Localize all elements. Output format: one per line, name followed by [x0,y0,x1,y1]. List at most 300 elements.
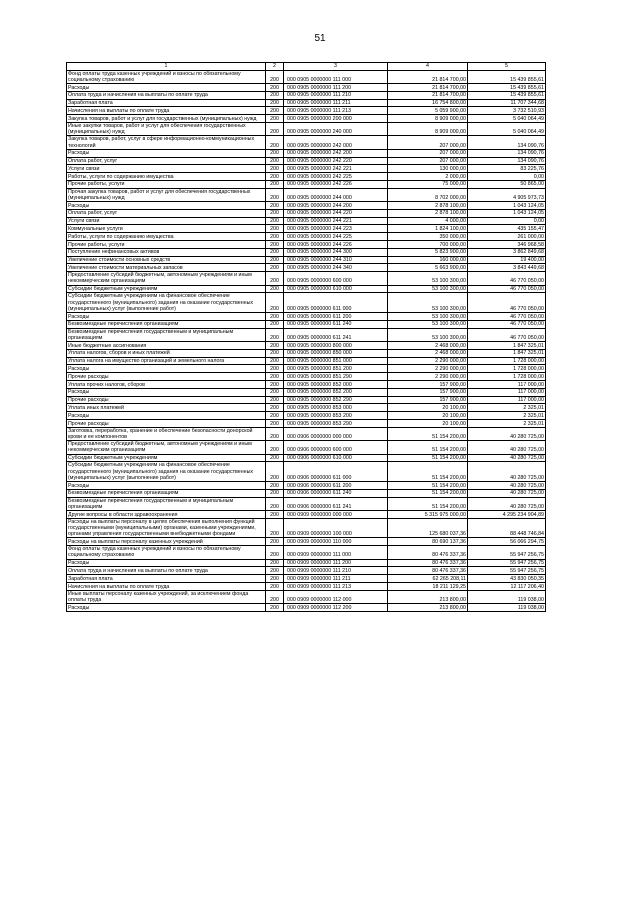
row-name-cell: Прочие работы, услуги [67,241,266,249]
row-classification-cell: 000 0905 0000000 853 290 [284,420,388,428]
table-row [67,107,546,115]
row-approved-cell: 8 702 000,00 [388,188,468,201]
table-row [67,256,546,264]
table-row [67,546,546,559]
row-approved-cell: 5 315 975 000,00 [388,511,468,519]
row-executed-cell: 117 000,00 [468,396,546,404]
row-classification-cell: 000 0905 0000000 242 225 [284,173,388,181]
row-executed-cell: 55 947 256,75 [468,559,546,567]
row-code-cell: 200 [266,518,284,538]
row-classification-cell: 000 0905 0000000 244 223 [284,225,388,233]
row-code-cell: 200 [266,381,284,389]
row-code-cell: 200 [266,590,284,603]
row-name-cell: Уплата иных платежей [67,404,266,412]
row-classification-cell: 000 0905 0000000 611 240 [284,320,388,328]
row-approved-cell: 53 100 300,00 [388,285,468,293]
table-row [67,373,546,381]
row-approved-cell: 80 476 337,36 [388,546,468,559]
table-row [67,441,546,454]
row-code-cell: 200 [266,388,284,396]
row-executed-cell: 50 865,00 [468,180,546,188]
row-code-cell: 200 [266,285,284,293]
table-row [67,99,546,107]
table-row [67,604,546,612]
row-code-cell: 200 [266,217,284,225]
row-classification-cell: 000 0906 0000000 611 241 [284,497,388,510]
row-classification-cell: 000 0909 0000000 111 000 [284,546,388,559]
row-classification-cell: 000 0905 0000000 242 000 [284,136,388,149]
row-classification-cell: 000 0905 0000000 242 221 [284,165,388,173]
row-executed-cell: 2 325,01 [468,420,546,428]
row-code-cell: 200 [266,225,284,233]
row-executed-cell: 2 325,01 [468,412,546,420]
row-classification-cell: 000 0909 0000000 111 211 [284,575,388,583]
table-body [67,70,546,612]
row-name-cell: Расходы на выплаты персоналу казенных учреждений [67,538,266,546]
row-code-cell: 200 [266,462,284,482]
row-classification-cell: 000 0905 0000000 244 000 [284,188,388,201]
table-row [67,264,546,272]
row-name-cell: Оплата труда и начисления на выплаты по оплате труда [67,91,266,99]
row-approved-cell: 2 468 000,00 [388,342,468,350]
row-executed-cell: 46 770 050,00 [468,313,546,321]
row-name-cell: Оплата работ, услуг [67,209,266,217]
row-executed-cell: 3 843 449,68 [468,264,546,272]
row-name-cell: Закупка товаров, работ, услуг в сфере информационно-коммуникационных технологий [67,136,266,149]
row-classification-cell: 000 0905 0000000 111 211 [284,99,388,107]
row-approved-cell: 53 100 300,00 [388,293,468,313]
row-code-cell: 200 [266,272,284,285]
row-name-cell: Уплата налогов, сборов и иных платежей [67,349,266,357]
row-classification-cell: 000 0906 0000000 611 240 [284,489,388,497]
row-classification-cell: 000 0909 0000000 112 200 [284,604,388,612]
row-name-cell: Прочие работы, услуги [67,180,266,188]
table-row [67,559,546,567]
row-code-cell: 200 [266,122,284,135]
row-name-cell: Расходы [67,482,266,490]
row-classification-cell: 000 0905 0000000 852 290 [284,396,388,404]
row-code-cell: 200 [266,320,284,328]
row-executed-cell: 117 000,00 [468,388,546,396]
row-approved-cell: 2 000,00 [388,173,468,181]
table-row [67,320,546,328]
row-approved-cell: 53 100 300,00 [388,320,468,328]
table-row [67,381,546,389]
row-executed-cell: 3 732 510,93 [468,107,546,115]
table-row [67,248,546,256]
row-approved-cell: 2 290 000,00 [388,357,468,365]
row-name-cell: Фонд оплаты труда казенных учреждений и взносы по обязательному социальному страхованию [67,70,266,83]
row-executed-cell: 55 947 256,75 [468,567,546,575]
row-executed-cell: 15 439 855,61 [468,91,546,99]
row-executed-cell: 119 038,00 [468,604,546,612]
row-executed-cell: 117 000,00 [468,381,546,389]
row-executed-cell: 1 728 000,00 [468,373,546,381]
table-row [67,518,546,538]
row-classification-cell: 000 0905 0000000 611 241 [284,328,388,341]
table-row [67,489,546,497]
row-approved-cell: 160 000,00 [388,256,468,264]
table-row [67,285,546,293]
row-name-cell: Прочая закупка товаров, работ и услуг для обеспечения государственных (муниципальных) нужд [67,188,266,201]
row-name-cell: Расходы [67,202,266,210]
row-classification-cell: 000 0905 0000000 852 000 [284,381,388,389]
row-classification-cell: 000 0905 0000000 244 220 [284,209,388,217]
row-executed-cell: 1 847 325,01 [468,349,546,357]
row-name-cell: Прочие расходы [67,373,266,381]
row-approved-cell: 2 290 000,00 [388,373,468,381]
table-row [67,538,546,546]
budget-table [66,62,546,612]
row-executed-cell: 12 117 206,40 [468,583,546,591]
header-col-1: 1 [67,63,266,71]
row-name-cell: Расходы [67,388,266,396]
row-classification-cell: 000 0905 0000000 244 300 [284,248,388,256]
row-approved-cell: 62 265 208,11 [388,575,468,583]
table-row [67,149,546,157]
header-col-5: 5 [468,63,546,71]
row-executed-cell: 46 770 050,00 [468,272,546,285]
row-executed-cell: 134 090,76 [468,136,546,149]
row-name-cell: Субсидии бюджетным учреждениям на финансовое обеспечение государственного (муниципального) задания на оказание государственных (муниципальных) услуг (выполнение работ) [67,462,266,482]
row-approved-cell: 207 000,00 [388,136,468,149]
table-row [67,583,546,591]
row-approved-cell: 207 000,00 [388,157,468,165]
row-name-cell: Иные бюджетные ассигнования [67,342,266,350]
row-approved-cell: 2 468 000,00 [388,349,468,357]
row-executed-cell: 4 905 973,73 [468,188,546,201]
row-name-cell: Расходы [67,412,266,420]
row-code-cell: 200 [266,256,284,264]
row-approved-cell: 53 100 300,00 [388,313,468,321]
table-row [67,590,546,603]
row-code-cell: 200 [266,328,284,341]
row-executed-cell: 40 280 725,00 [468,497,546,510]
table-row [67,70,546,83]
table-header-row [67,63,546,71]
table-row [67,497,546,510]
row-code-cell: 200 [266,404,284,412]
row-classification-cell: 000 0905 0000000 111 210 [284,91,388,99]
row-name-cell: Расходы [67,313,266,321]
row-approved-cell: 700 000,00 [388,241,468,249]
row-name-cell: Оплата труда и начисления на выплаты по оплате труда [67,567,266,575]
row-classification-cell: 000 0905 0000000 611 000 [284,293,388,313]
row-approved-cell: 80 690 137,36 [388,538,468,546]
row-name-cell: Прочие расходы [67,396,266,404]
row-approved-cell: 5 663 900,00 [388,264,468,272]
row-classification-cell: 000 0906 0000000 611 200 [284,482,388,490]
table-row [67,328,546,341]
row-classification-cell: 000 0905 0000000 244 226 [284,241,388,249]
row-name-cell: Поступление нефинансовых активов [67,248,266,256]
row-classification-cell: 000 0905 0000000 111 200 [284,83,388,91]
row-classification-cell: 000 0905 0000000 244 340 [284,264,388,272]
row-approved-cell: 157 900,00 [388,388,468,396]
row-name-cell: Предоставление субсидий бюджетным, автономным учреждениям и иным некоммерческим организациям [67,441,266,454]
header-col-3: 3 [284,63,388,71]
row-executed-cell: 134 090,76 [468,149,546,157]
table-row [67,313,546,321]
row-executed-cell: 134 090,76 [468,157,546,165]
row-code-cell: 200 [266,180,284,188]
row-classification-cell: 000 0905 0000000 244 225 [284,233,388,241]
row-executed-cell: 1 043 124,05 [468,202,546,210]
row-approved-cell: 80 476 337,36 [388,567,468,575]
row-code-cell: 200 [266,107,284,115]
row-executed-cell: 88 448 746,84 [468,518,546,538]
row-code-cell: 200 [266,396,284,404]
row-executed-cell: 0,00 [468,217,546,225]
row-executed-cell: 3 862 849,68 [468,248,546,256]
row-code-cell: 200 [266,604,284,612]
row-approved-cell: 2 290 000,00 [388,365,468,373]
row-name-cell: Субсидии бюджетным учреждениям на финансовое обеспечение государственного (муниципального) задания на оказание государственных (муниципальных) услуг (выполнение работ) [67,293,266,313]
row-code-cell: 200 [266,149,284,157]
row-approved-cell: 75 000,00 [388,180,468,188]
row-classification-cell: 000 0905 0000000 244 200 [284,202,388,210]
row-classification-cell: 000 0906 0000000 600 000 [284,441,388,454]
row-code-cell: 200 [266,91,284,99]
table-row [67,412,546,420]
row-code-cell: 200 [266,313,284,321]
table-row [67,202,546,210]
row-code-cell: 200 [266,357,284,365]
header-col-4: 4 [388,63,468,71]
row-executed-cell: 4 295 234 904,89 [468,511,546,519]
row-name-cell: Безвозмездные перечисления организациям [67,489,266,497]
row-approved-cell: 213 800,00 [388,604,468,612]
table-row [67,482,546,490]
row-classification-cell: 000 0905 0000000 244 310 [284,256,388,264]
row-name-cell: Увеличение стоимости материальных запасов [67,264,266,272]
row-executed-cell: 55 947 256,75 [468,546,546,559]
table-row [67,396,546,404]
row-approved-cell: 8 909 000,00 [388,115,468,123]
row-code-cell: 200 [266,567,284,575]
row-executed-cell: 15 439 855,61 [468,83,546,91]
table-row [67,188,546,201]
row-classification-cell: 000 0906 0000000 610 000 [284,454,388,462]
row-executed-cell: 1 043 124,05 [468,209,546,217]
row-approved-cell: 20 100,00 [388,420,468,428]
table-row [67,83,546,91]
row-approved-cell: 157 900,00 [388,381,468,389]
row-executed-cell: 119 038,00 [468,590,546,603]
row-classification-cell: 000 0905 0000000 850 000 [284,349,388,357]
row-code-cell: 200 [266,583,284,591]
row-name-cell: Фонд оплаты труда казенных учреждений и взносы по обязательному социальному страхованию [67,546,266,559]
row-name-cell: Субсидии бюджетным учреждениям [67,454,266,462]
row-code-cell: 200 [266,511,284,519]
row-code-cell: 200 [266,489,284,497]
table-row [67,180,546,188]
header-col-2: 2 [266,63,284,71]
row-code-cell: 200 [266,293,284,313]
row-code-cell: 200 [266,165,284,173]
row-approved-cell: 2 878 100,00 [388,209,468,217]
table-row [67,293,546,313]
row-approved-cell: 21 814 700,00 [388,83,468,91]
table-row [67,365,546,373]
row-code-cell: 200 [266,70,284,83]
row-classification-cell: 000 0905 0000000 800 000 [284,342,388,350]
row-executed-cell: 5 040 064,49 [468,122,546,135]
row-classification-cell: 000 0905 0000000 242 220 [284,157,388,165]
row-approved-cell: 213 800,00 [388,590,468,603]
row-classification-cell: 000 0909 0000000 100 000 [284,518,388,538]
row-classification-cell: 000 0909 0000000 111 210 [284,567,388,575]
row-executed-cell: 40 280 725,00 [468,482,546,490]
row-name-cell: Безвозмездные перечисления государственным и муниципальным организациям [67,328,266,341]
row-approved-cell: 8 909 000,00 [388,122,468,135]
row-code-cell: 200 [266,233,284,241]
table-row [67,136,546,149]
table-row [67,342,546,350]
table-row [67,462,546,482]
row-classification-cell: 000 0905 0000000 600 000 [284,272,388,285]
row-approved-cell: 157 900,00 [388,396,468,404]
row-name-cell: Расходы [67,149,266,157]
row-classification-cell: 000 0905 0000000 852 200 [284,388,388,396]
row-approved-cell: 2 878 100,00 [388,202,468,210]
row-approved-cell: 18 211 129,25 [388,583,468,591]
row-code-cell: 200 [266,202,284,210]
row-name-cell: Закупка товаров, работ и услуг для государственных (муниципальных) нужд [67,115,266,123]
table-row [67,173,546,181]
row-executed-cell: 46 770 050,00 [468,285,546,293]
row-classification-cell: 000 0906 0000000 611 000 [284,462,388,482]
row-approved-cell: 21 814 700,00 [388,70,468,83]
row-executed-cell: 83 225,76 [468,165,546,173]
row-executed-cell: 2 325,01 [468,404,546,412]
row-code-cell: 200 [266,99,284,107]
row-classification-cell: 000 0905 0000000 853 200 [284,412,388,420]
row-name-cell: Субсидии бюджетным учреждениям [67,285,266,293]
row-name-cell: Безвозмездные перечисления государственным и муниципальным организациям [67,497,266,510]
row-name-cell: Увеличение стоимости основных средств [67,256,266,264]
row-code-cell: 200 [266,454,284,462]
table-row [67,567,546,575]
row-classification-cell: 000 0905 0000000 851 000 [284,357,388,365]
row-code-cell: 200 [266,427,284,440]
row-executed-cell: 40 280 725,00 [468,462,546,482]
row-executed-cell: 46 770 050,00 [468,293,546,313]
row-code-cell: 200 [266,546,284,559]
row-name-cell: Расходы [67,83,266,91]
row-executed-cell: 19 400,00 [468,256,546,264]
table-row [67,233,546,241]
row-code-cell: 200 [266,188,284,201]
row-name-cell: Иные закупки товаров, работ и услуг для обеспечения государственных (муниципальных) нужд [67,122,266,135]
row-code-cell: 200 [266,559,284,567]
row-name-cell: Безвозмездные перечисления организациям [67,320,266,328]
row-classification-cell: 000 0905 0000000 851 290 [284,373,388,381]
row-code-cell: 200 [266,365,284,373]
row-classification-cell: 000 0905 0000000 242 226 [284,180,388,188]
row-name-cell: Другие вопросы в области здравоохранения [67,511,266,519]
row-executed-cell: 40 280 725,00 [468,489,546,497]
row-code-cell: 200 [266,115,284,123]
row-code-cell: 200 [266,349,284,357]
table-row [67,357,546,365]
row-executed-cell: 40 280 725,00 [468,427,546,440]
table-row [67,511,546,519]
row-executed-cell: 346 968,58 [468,241,546,249]
row-name-cell: Иные выплаты персоналу казенных учреждений, за исключением фонда оплаты труда [67,590,266,603]
page-number: 51 [314,33,326,44]
row-code-cell: 200 [266,538,284,546]
row-code-cell: 200 [266,575,284,583]
table-row [67,165,546,173]
row-name-cell: Расходы [67,365,266,373]
row-classification-cell: 000 0906 0000000 000 000 [284,427,388,440]
row-name-cell: Коммунальные услуги [67,225,266,233]
row-name-cell: Услуги связи [67,217,266,225]
row-executed-cell: 1 728 000,00 [468,357,546,365]
table-row [67,454,546,462]
row-code-cell: 200 [266,136,284,149]
row-code-cell: 200 [266,342,284,350]
row-name-cell: Заготовка, переработка, хранение и обеспечение безопасности донорской крови и ее компонентов [67,427,266,440]
row-classification-cell: 000 0905 0000000 853 000 [284,404,388,412]
row-name-cell: Работы, услуги по содержанию имущества [67,233,266,241]
row-code-cell: 200 [266,373,284,381]
row-code-cell: 200 [266,241,284,249]
row-code-cell: 200 [266,441,284,454]
row-executed-cell: 5 040 064,49 [468,115,546,123]
row-approved-cell: 5 823 900,00 [388,248,468,256]
row-classification-cell: 000 0909 0000000 111 213 [284,583,388,591]
row-executed-cell: 40 280 725,00 [468,454,546,462]
table-row [67,349,546,357]
row-code-cell: 200 [266,497,284,510]
row-name-cell: Прочие расходы [67,420,266,428]
row-executed-cell: 1 847 325,01 [468,342,546,350]
row-approved-cell: 51 154 200,00 [388,454,468,462]
row-code-cell: 200 [266,209,284,217]
row-classification-cell: 000 0909 0000000 110 000 [284,538,388,546]
row-name-cell: Заработная плата [67,575,266,583]
row-classification-cell: 000 0905 0000000 611 200 [284,313,388,321]
row-executed-cell: 435 155,47 [468,225,546,233]
row-code-cell: 200 [266,83,284,91]
row-approved-cell: 16 754 800,00 [388,99,468,107]
table-row [67,575,546,583]
row-approved-cell: 350 000,00 [388,233,468,241]
row-classification-cell: 000 0909 0000000 111 200 [284,559,388,567]
row-code-cell: 200 [266,420,284,428]
row-name-cell: Расходы на выплаты персоналу в целях обеспечения выполнения функций государственными (муниципальными) органами, казенными учреждениями, органами управления государственными внебюджетными фондами [67,518,266,538]
table-row [67,91,546,99]
table-row [67,241,546,249]
table-row [67,427,546,440]
row-approved-cell: 51 154 200,00 [388,462,468,482]
row-executed-cell: 43 830 050,35 [468,575,546,583]
row-approved-cell: 1 824 100,00 [388,225,468,233]
row-classification-cell: 000 0905 0000000 851 200 [284,365,388,373]
row-approved-cell: 125 680 037,36 [388,518,468,538]
table-row [67,217,546,225]
row-approved-cell: 53 100 300,00 [388,272,468,285]
row-code-cell: 200 [266,264,284,272]
row-classification-cell: 000 0909 0000000 000 000 [284,511,388,519]
row-name-cell: Оплата работ, услуг [67,157,266,165]
row-code-cell: 200 [266,173,284,181]
table-row [67,420,546,428]
row-executed-cell: 15 439 855,61 [468,70,546,83]
row-name-cell: Начисления на выплаты по оплате труда [67,583,266,591]
